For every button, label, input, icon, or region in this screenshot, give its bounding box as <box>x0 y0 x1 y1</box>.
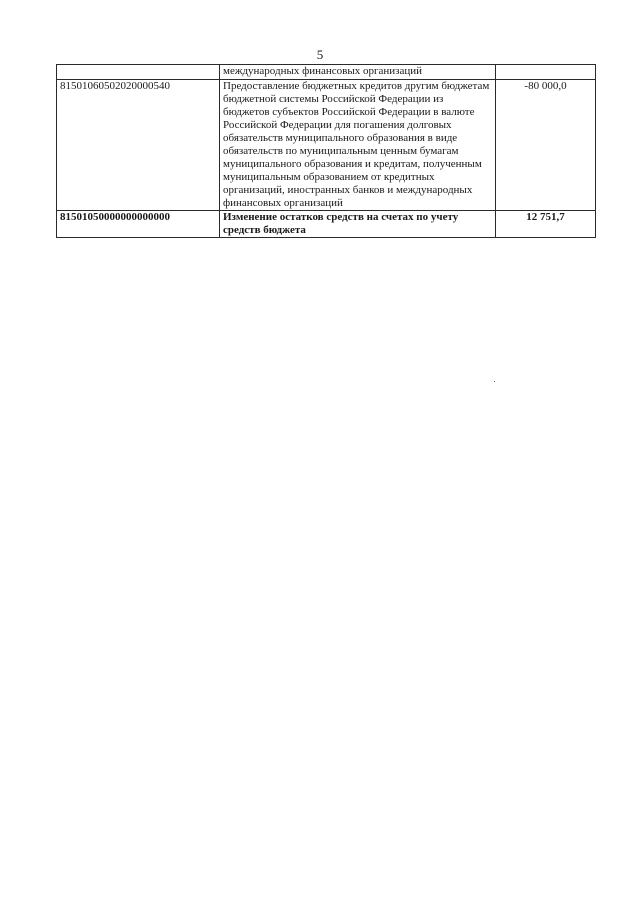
table-row <box>57 211 596 238</box>
description-cell: Изменение остатков средств на счетах по учету средств бюджета <box>220 211 496 238</box>
page-number: 5 <box>316 47 324 62</box>
code-cell <box>57 65 220 80</box>
amount-cell: -80 000,0 <box>496 80 596 211</box>
scan-speck <box>494 381 495 382</box>
code-cell: 81501060502020000540 <box>57 80 220 211</box>
budget-table <box>56 64 596 238</box>
table-row <box>57 80 596 211</box>
amount-cell: 12 751,7 <box>496 211 596 238</box>
description-cell: международных финансовых организаций <box>220 65 496 80</box>
table-row <box>57 65 596 80</box>
amount-cell <box>496 65 596 80</box>
description-cell: Предоставление бюджетных кредитов другим бюджетам бюджетной системы Российской Федерации из бюджетов субъектов Российской Федерации в валюте Российской Федерации для погашения долговых обязательств муниципального образования в виде обязательств по муниципальным ценным бумагам муниципального образования и кредитам, полученным муниципальным образованием от кредитных организаций, иностранных банков и международных финансовых организаций <box>220 80 496 211</box>
code-cell: 81501050000000000000 <box>57 211 220 238</box>
